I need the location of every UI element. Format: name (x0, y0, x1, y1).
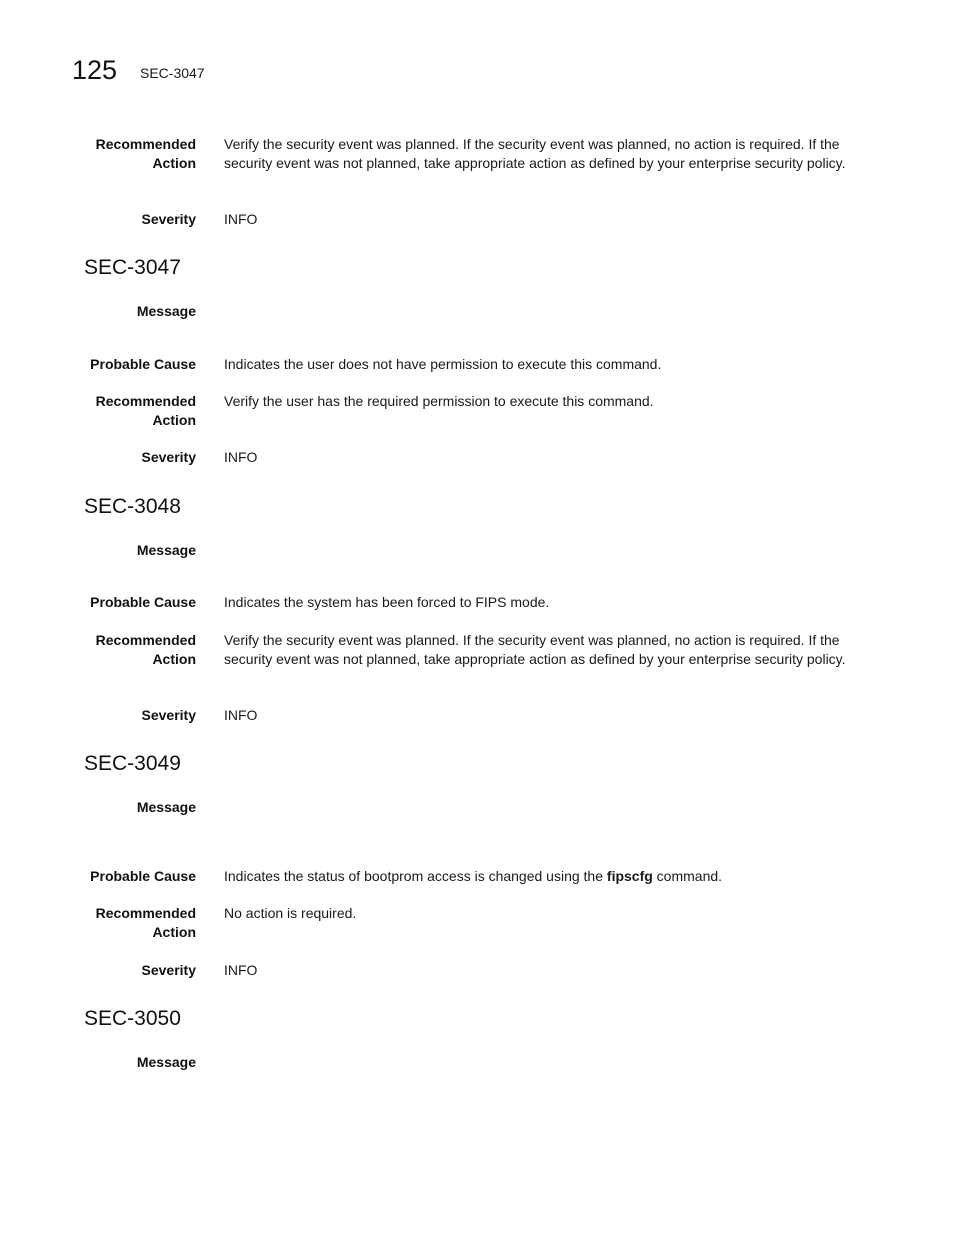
recommended-action-label: Recommended Action (95, 393, 196, 428)
recommended-action-label: Recommended Action (95, 136, 196, 171)
recommended-action-text: Verify the security event was planned. If the security event was planned, no action is required. If the security event was not planned, take appropriate action as defined by your enterprise security policy. (224, 632, 846, 667)
entry-title: SEC-3048 (84, 495, 181, 518)
probable-cause-text: Indicates the user does not have permission to execute this command. (224, 356, 662, 372)
severity-value: INFO (224, 449, 258, 465)
severity-label: Severity (141, 449, 196, 465)
severity-value: INFO (224, 211, 258, 227)
recommended-action-text: Verify the user has the required permission to execute this command. (224, 393, 654, 409)
page-number: 125 (72, 55, 118, 85)
severity-label: Severity (141, 707, 196, 723)
entry-title: SEC-3049 (84, 752, 181, 775)
severity-value: INFO (224, 707, 258, 723)
severity-label: Severity (141, 211, 196, 227)
message-label: Message (136, 303, 196, 319)
severity-value: INFO (224, 962, 258, 978)
probable-cause-text: Indicates the status of bootprom access is changed using the fipscfg command. (224, 868, 723, 884)
probable-cause-label: Probable Cause (90, 868, 196, 884)
recommended-action-text: No action is required. (224, 905, 357, 921)
running-title: SEC-3047 (140, 65, 205, 81)
recommended-action-text: Verify the security event was planned. If the security event was planned, no action is required. If the security event was not planned, take appropriate action as defined by your enterprise security policy. (224, 136, 846, 171)
probable-cause-label: Probable Cause (90, 594, 196, 610)
severity-label: Severity (141, 962, 196, 978)
message-label: Message (136, 799, 196, 815)
message-label: Message (136, 542, 196, 558)
probable-cause-label: Probable Cause (90, 356, 196, 372)
entry-title: SEC-3047 (84, 256, 181, 279)
command-name: fipscfg (606, 868, 653, 884)
message-label: Message (136, 1054, 196, 1070)
probable-cause-text: Indicates the system has been forced to FIPS mode. (224, 594, 550, 610)
entry-title: SEC-3050 (84, 1007, 181, 1030)
recommended-action-label: Recommended Action (95, 905, 196, 940)
recommended-action-label: Recommended Action (95, 632, 196, 667)
